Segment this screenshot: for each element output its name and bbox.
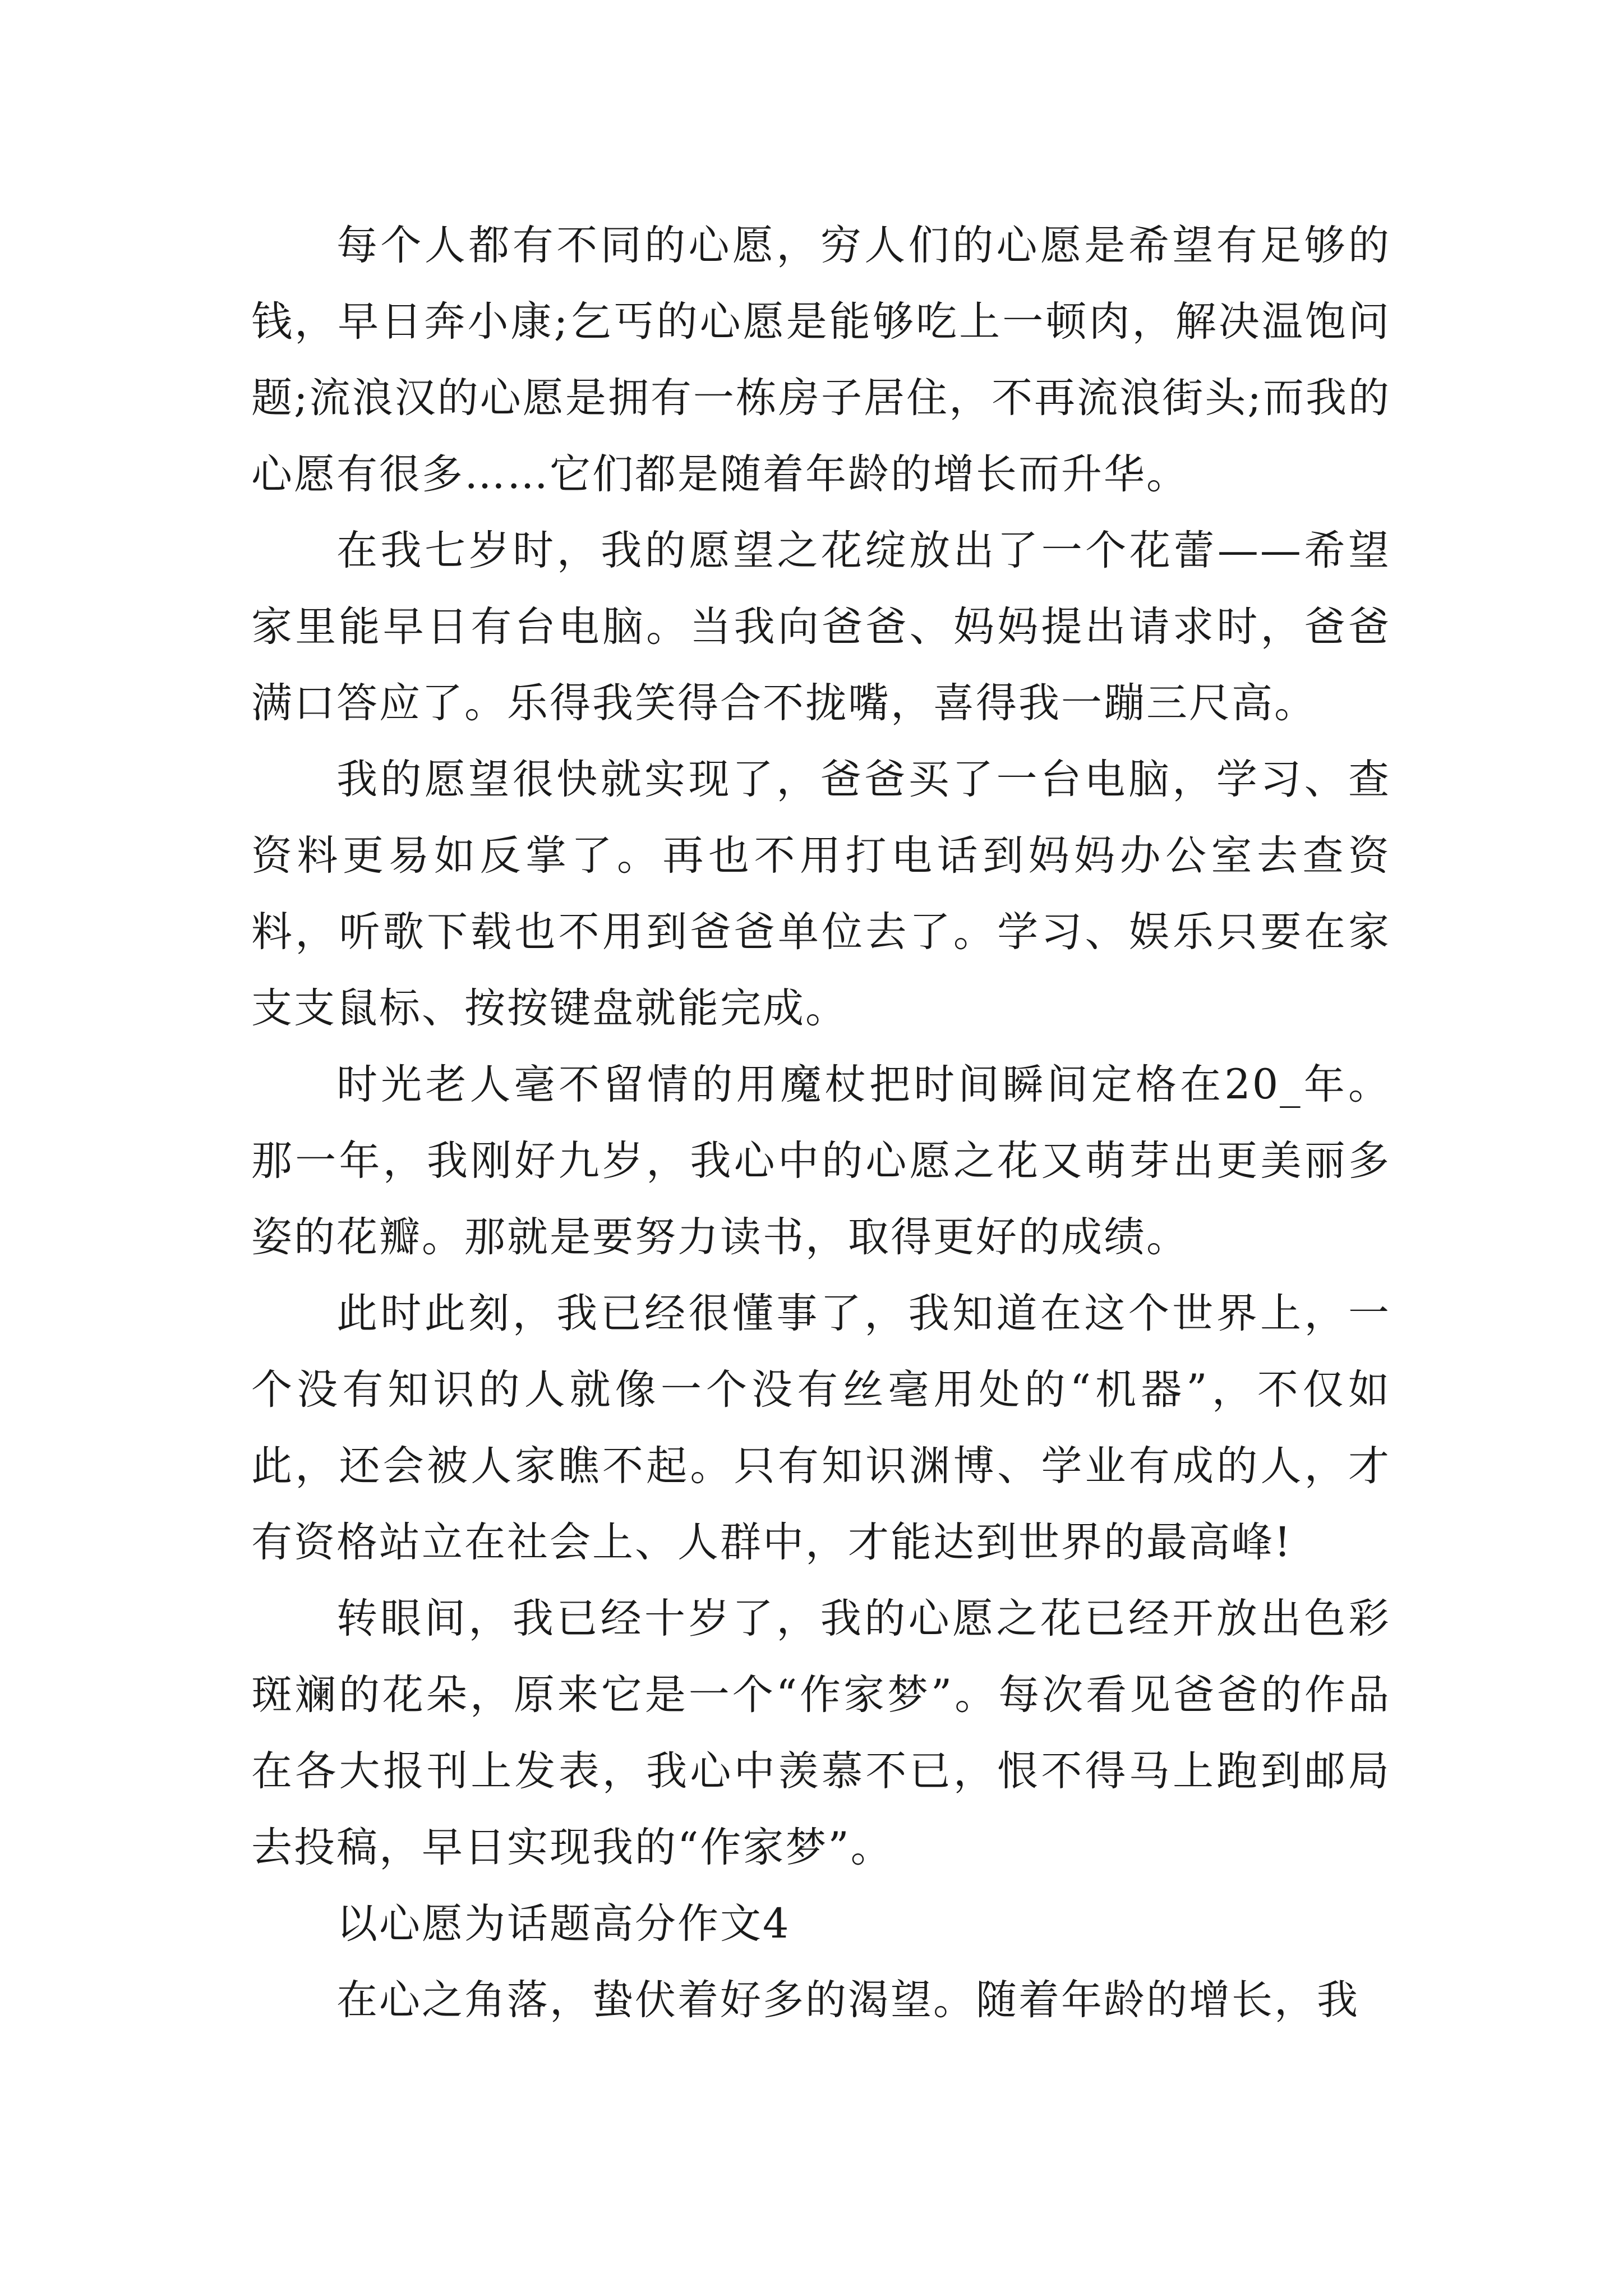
paragraph-2: 在我七岁时，我的愿望之花绽放出了一个花蕾——希望家里能早日有台电脑。当我向爸爸、妈妈提出请求时，爸爸满口答应了。乐得我笑得合不拢嘴，喜得我一蹦三尺高。: [251, 527, 1391, 727]
document-body: [251, 208, 1391, 2039]
paragraph-4: 时光老人毫不留情的用魔杖把时间瞬间定格在20_年。那一年，我刚好九岁，我心中的心愿之花又萌芽出更美丽多姿的花瓣。那就是要努力读书，取得更好的成绩。: [251, 1061, 1391, 1261]
section-heading: 以心愿为话题高分作文4: [336, 1900, 791, 1948]
paragraph-5: 此时此刻，我已经很懂事了，我知道在这个世界上，一个没有知识的人就像一个没有丝毫用处的“机器”，不仅如此，还会被人家瞧不起。只有知识渊博、学业有成的人，才有资格站立在社会上、人群中，才能达到世界的最高峰!: [251, 1290, 1391, 1566]
paragraph-7: 在心之角落，蛰伏着好多的渴望。随着年龄的增长，我: [336, 1976, 1359, 2024]
paragraph-6: 转眼间，我已经十岁了，我的心愿之花已经开放出色彩斑斓的花朵，原来它是一个“作家梦”。每次看见爸爸的作品在各大报刊上发表，我心中羡慕不已，恨不得马上跑到邮局去投稿，早日实现我的“作家梦”。: [251, 1595, 1391, 1871]
paragraph-3: 我的愿望很快就实现了，爸爸买了一台电脑，学习、查资料更易如反掌了。再也不用打电话到妈妈办公室去查资料，听歌下载也不用到爸爸单位去了。学习、娱乐只要在家支支鼠标、按按键盘就能完成。: [251, 756, 1391, 1032]
paragraph-1: 每个人都有不同的心愿，穷人们的心愿是希望有足够的钱，早日奔小康;乞丐的心愿是能够吃上一顿肉，解决温饱问题;流浪汉的心愿是拥有一栋房子居住，不再流浪街头;而我的心愿有很多……它们都是随着年龄的增长而升华。: [251, 222, 1391, 498]
